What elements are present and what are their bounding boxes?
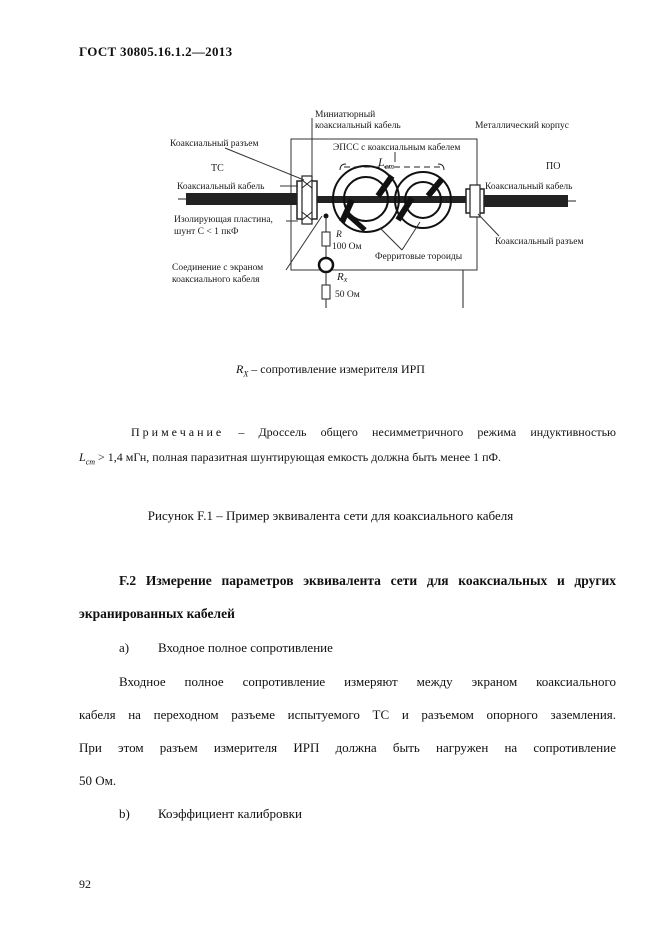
miniature-coax-cable: [317, 196, 467, 203]
label-miniature-cable: Миниатюрный: [315, 110, 376, 120]
coaxial-network-equivalent-diagram: [160, 100, 640, 315]
rx-symbol: R: [236, 362, 244, 376]
paragraph-line-3: При этом разъем измерителя ИРП должна быть нагружен на сопротивление: [79, 740, 616, 755]
section-title-cont: экранированных кабелей: [79, 606, 235, 621]
note-text-2: > 1,4 мГн, полная паразитная шунтирующая емкость должна быть менее 1 пФ.: [95, 450, 502, 464]
label-metal-case: Металлический корпус: [475, 121, 569, 131]
rx-meter: [319, 258, 333, 272]
label-lcm: $L_{cm}$: [378, 155, 395, 171]
winding-2: [378, 176, 392, 196]
paragraph-line-1: Входное полное сопротивление измеряют между экраном коаксиального: [119, 674, 616, 689]
label-po: ПО: [546, 161, 561, 172]
label-r-value: 100 Ом: [332, 242, 362, 252]
label-ferrite: Ферритовые тороиды: [375, 252, 463, 262]
note-label: Примечание: [131, 425, 225, 439]
resistor-r: [322, 232, 330, 246]
item-a-text: Входное полное сопротивление: [158, 640, 333, 655]
label-screen-conn: коаксиального кабеля: [172, 275, 260, 285]
rx-caption: [0, 362, 661, 378]
label-miniature-cable: коаксиальный кабель: [315, 121, 401, 131]
lcm-symbol: L: [79, 450, 86, 464]
paragraph-line-4: 50 Ом.: [79, 773, 117, 788]
label-screen-conn: Соединение с экраном: [172, 263, 264, 273]
item-a-marker: a): [119, 640, 130, 655]
note-line-1: [79, 425, 616, 440]
item-b-text: Коэффициент калибровки: [158, 806, 302, 821]
label-coax-connector-left: Коаксиальный разъем: [170, 139, 259, 149]
leader-line: [478, 214, 499, 236]
lcm-subscript: cm: [85, 457, 96, 467]
label-coax-cable-left: Коаксиальный кабель: [177, 182, 265, 192]
label-insulating-plate: шунт C < 1 пкФ: [174, 227, 239, 237]
rx-caption-text: – сопротивление измерителя ИРП: [248, 362, 425, 376]
label-coax-cable-right: Коаксиальный кабель: [485, 182, 573, 192]
label-rx-value: 50 Ом: [335, 290, 360, 300]
leader-line: [380, 228, 402, 250]
label-rx: Rx: [337, 271, 348, 284]
item-b-marker: b): [119, 806, 130, 821]
rx-subscript: X: [243, 369, 249, 379]
coax-cable-left: [186, 193, 297, 205]
connector-flange: [302, 176, 312, 224]
section-title: F.2 Измерение параметров эквивалента сети для коаксиальных и других: [119, 573, 616, 588]
resistor-rx: [322, 285, 330, 299]
label-epss: ЭПСС с коаксиальным кабелем: [333, 143, 461, 153]
note-text-1: – Дроссель общего несимметричного режима индуктивностью: [224, 425, 616, 439]
connector-flange-right: [470, 185, 480, 217]
label-coax-connector-right: Коаксиальный разъем: [495, 237, 584, 247]
label-r: R: [336, 230, 342, 240]
document-header: ГОСТ 30805.16.1.2—2013: [79, 44, 233, 59]
label-tc: ТС: [211, 163, 224, 174]
paragraph-line-2: кабеля на переходном разъеме испытуемого ТС и разъемом опорного заземления.: [79, 707, 616, 722]
label-insulating-plate: Изолирующая пластина,: [174, 215, 273, 225]
coax-cable-right: [482, 195, 568, 207]
page-number: 92: [79, 877, 91, 891]
figure-title: Рисунок F.1 – Пример эквивалента сети для коаксиального кабеля: [147, 508, 514, 523]
note-line-2: [79, 450, 616, 466]
leader-line: [225, 148, 304, 180]
